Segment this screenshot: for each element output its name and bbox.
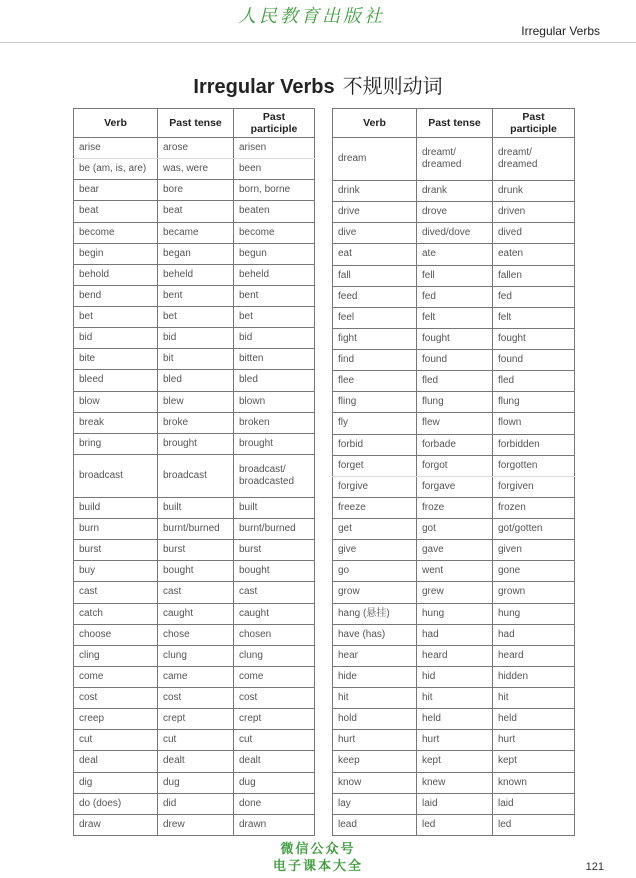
table-row: [333, 476, 575, 497]
past-tense-cell: broadcast: [158, 454, 234, 497]
past-participle-cell: come: [234, 666, 315, 687]
past-tense-cell: dealt: [158, 751, 234, 772]
past-tense-cell: got: [417, 519, 493, 540]
verb-cell: freeze: [333, 497, 417, 518]
verb-cell: eat: [333, 244, 417, 265]
verb-cell: fight: [333, 328, 417, 349]
table-row: [74, 349, 315, 370]
table-row: [333, 371, 575, 392]
past-participle-cell: heard: [493, 645, 575, 666]
column-header-verb: Verb: [333, 109, 417, 138]
verb-cell: cast: [74, 582, 158, 603]
table-row: [333, 561, 575, 582]
past-participle-cell: driven: [493, 202, 575, 223]
verb-cell: begin: [74, 243, 158, 264]
past-tense-cell: was, were: [158, 159, 234, 180]
past-tense-cell: fought: [417, 328, 493, 349]
table-row: [74, 370, 315, 391]
verb-cell: keep: [333, 751, 417, 772]
past-tense-cell: built: [158, 497, 234, 518]
table-row: [74, 412, 315, 433]
past-tense-cell: grew: [417, 582, 493, 603]
past-participle-cell: flown: [493, 413, 575, 434]
table-row: [74, 391, 315, 412]
past-participle-cell: hidden: [493, 666, 575, 687]
past-tense-cell: arose: [158, 138, 234, 159]
past-participle-cell: broken: [234, 412, 315, 433]
table-row: [74, 666, 315, 687]
past-participle-cell: been: [234, 159, 315, 180]
past-tense-cell: forbade: [417, 434, 493, 455]
past-participle-cell: done: [234, 793, 315, 814]
past-tense-cell: fed: [417, 286, 493, 307]
past-participle-cell: drawn: [234, 814, 315, 835]
verb-cell: do (does): [74, 793, 158, 814]
title-cn: 不规则动词: [342, 76, 443, 98]
watermark-line-2: 电子课本大全: [272, 858, 363, 873]
past-tense-cell: hurt: [417, 730, 493, 751]
past-tense-cell: drank: [417, 181, 493, 202]
past-tense-cell: found: [417, 350, 493, 371]
verb-cell: buy: [74, 561, 158, 582]
table-row: [74, 433, 315, 454]
past-tense-cell: cost: [158, 688, 234, 709]
table-row: [333, 582, 575, 603]
verb-cell: choose: [74, 624, 158, 645]
past-tense-line-1: dreamt/: [422, 147, 456, 158]
table-row: [333, 603, 575, 624]
table-row: [333, 244, 575, 265]
past-participle-cell: kept: [493, 751, 575, 772]
publisher-logo: 人民教育出版社: [238, 6, 385, 27]
past-participle-cell: drunk: [493, 181, 575, 202]
past-tense-cell: dug: [158, 772, 234, 793]
verb-cell: fall: [333, 265, 417, 286]
table-row: [333, 307, 575, 328]
past-participle-cell: crept: [234, 709, 315, 730]
running-head: Irregular Verbs: [521, 24, 600, 38]
table-row: [333, 540, 575, 561]
past-tense-cell: hit: [417, 688, 493, 709]
column-header-past-tense: Past tense: [417, 109, 493, 138]
past-participle-cell: chosen: [234, 624, 315, 645]
table-row: [74, 138, 315, 159]
table-row: [74, 222, 315, 243]
verbs-table-left: [73, 108, 315, 836]
verb-cell: creep: [74, 709, 158, 730]
past-participle-cell: had: [493, 624, 575, 645]
column-header-past-participle: Past participle: [493, 109, 575, 138]
verb-cell: drink: [333, 181, 417, 202]
table-row: [333, 497, 575, 518]
past-tense-cell: beheld: [158, 264, 234, 285]
verb-cell: lead: [333, 814, 417, 835]
past-participle-cell: grown: [493, 582, 575, 603]
table-row: [333, 350, 575, 371]
table-row: [74, 688, 315, 709]
past-participle-cell: fed: [493, 286, 575, 307]
table-row: [333, 666, 575, 687]
past-tense-cell: [417, 138, 493, 181]
past-tense-cell: bent: [158, 285, 234, 306]
past-participle-cell: flung: [493, 392, 575, 413]
past-participle-cell: dug: [234, 772, 315, 793]
past-participle-cell: held: [493, 709, 575, 730]
verb-cell: forget: [333, 455, 417, 476]
verb-cell: bet: [74, 307, 158, 328]
past-participle-cell: bet: [234, 307, 315, 328]
past-participle-cell: fled: [493, 371, 575, 392]
past-tense-cell: bought: [158, 561, 234, 582]
verb-cell: break: [74, 412, 158, 433]
past-participle-cell: hurt: [493, 730, 575, 751]
past-participle-cell: begun: [234, 243, 315, 264]
table-row: [74, 159, 315, 180]
header-divider: [0, 42, 636, 43]
past-tense-cell: forgave: [417, 476, 493, 497]
verb-cell: blow: [74, 391, 158, 412]
verb-cell: lay: [333, 793, 417, 814]
past-participle-line-1: dreamt/: [498, 147, 532, 158]
table-row: [333, 413, 575, 434]
verb-cell: bite: [74, 349, 158, 370]
verb-cell: drive: [333, 202, 417, 223]
past-participle-cell: built: [234, 497, 315, 518]
table-row: [333, 434, 575, 455]
past-participle-cell: bent: [234, 285, 315, 306]
past-participle-cell: found: [493, 350, 575, 371]
table-row: [333, 392, 575, 413]
table-row: [333, 181, 575, 202]
table-row: [333, 730, 575, 751]
past-participle-cell: blown: [234, 391, 315, 412]
verb-cell: bring: [74, 433, 158, 454]
table-row: [333, 772, 575, 793]
table-row: [74, 603, 315, 624]
verb-cell: come: [74, 666, 158, 687]
past-tense-cell: fled: [417, 371, 493, 392]
table-row: [74, 307, 315, 328]
past-tense-cell: dived/dove: [417, 223, 493, 244]
verb-cell: draw: [74, 814, 158, 835]
past-tense-cell: beat: [158, 201, 234, 222]
table-row: [74, 328, 315, 349]
past-tense-cell: fell: [417, 265, 493, 286]
past-participle-cell: forbidden: [493, 434, 575, 455]
table-row: [74, 285, 315, 306]
past-tense-cell: burst: [158, 540, 234, 561]
past-tense-cell: cut: [158, 730, 234, 751]
table-row: [333, 793, 575, 814]
past-tense-cell: bore: [158, 180, 234, 201]
verb-cell: hit: [333, 688, 417, 709]
verb-cell: dig: [74, 772, 158, 793]
past-participle-cell: caught: [234, 603, 315, 624]
verbs-table-right: [332, 108, 575, 836]
page-number: 121: [585, 861, 604, 873]
past-tense-cell: caught: [158, 603, 234, 624]
verb-cell: flee: [333, 371, 417, 392]
table-row: [74, 519, 315, 540]
past-participle-cell: brought: [234, 433, 315, 454]
table-row: [74, 645, 315, 666]
past-tense-cell: brought: [158, 433, 234, 454]
table-row: [74, 772, 315, 793]
table-row: [333, 814, 575, 835]
past-participle-cell: forgotten: [493, 455, 575, 476]
past-participle-line-2: dreamed: [498, 159, 538, 170]
past-participle-line-2: broadcasted: [239, 475, 295, 487]
verb-cell: bear: [74, 180, 158, 201]
past-tense-cell: broke: [158, 412, 234, 433]
verb-cell: burn: [74, 519, 158, 540]
past-participle-cell: born, borne: [234, 180, 315, 201]
past-tense-cell: held: [417, 709, 493, 730]
past-tense-cell: blew: [158, 391, 234, 412]
past-tense-cell: burnt/burned: [158, 519, 234, 540]
verb-cell: get: [333, 519, 417, 540]
table-header-row: [74, 109, 315, 138]
verb-cell: forgive: [333, 476, 417, 497]
past-tense-cell: felt: [417, 307, 493, 328]
past-tense-cell: knew: [417, 772, 493, 793]
past-tense-cell: drew: [158, 814, 234, 835]
verb-cell: find: [333, 350, 417, 371]
table-row: [74, 709, 315, 730]
past-participle-cell: given: [493, 540, 575, 561]
table-row: [74, 201, 315, 222]
verb-cell: bleed: [74, 370, 158, 391]
verb-cell: cut: [74, 730, 158, 751]
table-row: [333, 223, 575, 244]
verb-cell: have (has): [333, 624, 417, 645]
verb-cell: be (am, is, are): [74, 159, 158, 180]
past-participle-cell: [234, 454, 315, 497]
verb-cell: go: [333, 561, 417, 582]
past-participle-cell: forgiven: [493, 476, 575, 497]
past-tense-cell: bet: [158, 307, 234, 328]
verb-cell: become: [74, 222, 158, 243]
past-tense-cell: had: [417, 624, 493, 645]
verb-cell: grow: [333, 582, 417, 603]
footer-watermark: [0, 840, 636, 874]
verb-cell: burst: [74, 540, 158, 561]
past-tense-cell: began: [158, 243, 234, 264]
table-row: [333, 519, 575, 540]
table-row: [74, 454, 315, 497]
past-participle-cell: fought: [493, 328, 575, 349]
past-tense-cell: hid: [417, 666, 493, 687]
table-row: [74, 793, 315, 814]
past-tense-cell: kept: [417, 751, 493, 772]
past-participle-cell: become: [234, 222, 315, 243]
past-participle-cell: frozen: [493, 497, 575, 518]
table-row: [74, 497, 315, 518]
table-row: [333, 455, 575, 476]
past-participle-cell: laid: [493, 793, 575, 814]
past-tense-cell: clung: [158, 645, 234, 666]
table-row: [333, 286, 575, 307]
past-participle-cell: got/gotten: [493, 519, 575, 540]
title-en: Irregular Verbs: [193, 76, 335, 98]
table-row: [333, 328, 575, 349]
past-participle-cell: bought: [234, 561, 315, 582]
table-row: [333, 688, 575, 709]
verb-cell: behold: [74, 264, 158, 285]
table-row: [74, 180, 315, 201]
past-participle-cell: cast: [234, 582, 315, 603]
past-tense-cell: hung: [417, 603, 493, 624]
past-participle-cell: felt: [493, 307, 575, 328]
verb-cell: catch: [74, 603, 158, 624]
past-participle-cell: cost: [234, 688, 315, 709]
table-row: [74, 814, 315, 835]
verb-cell: hear: [333, 645, 417, 666]
verb-cell: feel: [333, 307, 417, 328]
past-tense-line-2: dreamed: [422, 159, 462, 170]
past-participle-line-1: broadcast/: [239, 463, 286, 475]
verb-cell: broadcast: [74, 454, 158, 497]
past-participle-cell: beheld: [234, 264, 315, 285]
verb-cell: hide: [333, 666, 417, 687]
past-participle-cell: dealt: [234, 751, 315, 772]
past-tense-cell: crept: [158, 709, 234, 730]
past-participle-cell: known: [493, 772, 575, 793]
column-header-verb: Verb: [74, 109, 158, 138]
verb-cell: hold: [333, 709, 417, 730]
past-participle-cell: hung: [493, 603, 575, 624]
past-tense-cell: flew: [417, 413, 493, 434]
table-row: [74, 264, 315, 285]
past-tense-cell: heard: [417, 645, 493, 666]
verb-cell: give: [333, 540, 417, 561]
table-row: [74, 540, 315, 561]
table-row: [333, 709, 575, 730]
past-tense-cell: bled: [158, 370, 234, 391]
table-row: [333, 265, 575, 286]
verb-cell: cling: [74, 645, 158, 666]
table-row: [74, 561, 315, 582]
column-header-past-tense: Past tense: [158, 109, 234, 138]
verb-cell: dream: [333, 138, 417, 181]
past-tense-cell: went: [417, 561, 493, 582]
verb-cell: know: [333, 772, 417, 793]
table-row: [74, 751, 315, 772]
past-tense-cell: laid: [417, 793, 493, 814]
table-row: [74, 730, 315, 751]
past-participle-cell: arisen: [234, 138, 315, 159]
past-participle-cell: burst: [234, 540, 315, 561]
table-header-row: [333, 109, 575, 138]
watermark-line-1: 微信公众号: [280, 841, 356, 856]
past-participle-cell: burnt/burned: [234, 519, 315, 540]
past-tense-cell: did: [158, 793, 234, 814]
verb-cell: fling: [333, 392, 417, 413]
past-participle-cell: hit: [493, 688, 575, 709]
past-participle-cell: [493, 138, 575, 181]
verb-cell: beat: [74, 201, 158, 222]
verb-cell: build: [74, 497, 158, 518]
column-header-past-participle: Past participle: [234, 109, 315, 138]
verb-cell: arise: [74, 138, 158, 159]
past-participle-cell: eaten: [493, 244, 575, 265]
past-tense-cell: bit: [158, 349, 234, 370]
verb-cell: dive: [333, 223, 417, 244]
table-row: [333, 202, 575, 223]
past-tense-cell: forgot: [417, 455, 493, 476]
past-participle-cell: fallen: [493, 265, 575, 286]
past-tense-cell: led: [417, 814, 493, 835]
verb-cell: feed: [333, 286, 417, 307]
past-tense-cell: cast: [158, 582, 234, 603]
verb-cell: hurt: [333, 730, 417, 751]
past-tense-cell: became: [158, 222, 234, 243]
past-tense-cell: gave: [417, 540, 493, 561]
past-tense-cell: ate: [417, 244, 493, 265]
past-participle-cell: bid: [234, 328, 315, 349]
past-participle-cell: clung: [234, 645, 315, 666]
table-row: [333, 624, 575, 645]
verb-cell: forbid: [333, 434, 417, 455]
past-participle-cell: dived: [493, 223, 575, 244]
past-tense-cell: froze: [417, 497, 493, 518]
past-participle-cell: cut: [234, 730, 315, 751]
table-row: [333, 645, 575, 666]
past-tense-cell: came: [158, 666, 234, 687]
verb-cell: bid: [74, 328, 158, 349]
verb-cell: bend: [74, 285, 158, 306]
verb-cell: fly: [333, 413, 417, 434]
table-row: [333, 138, 575, 181]
table-row: [74, 582, 315, 603]
past-participle-cell: gone: [493, 561, 575, 582]
past-participle-cell: bitten: [234, 349, 315, 370]
past-participle-cell: bled: [234, 370, 315, 391]
past-participle-cell: led: [493, 814, 575, 835]
past-participle-cell: beaten: [234, 201, 315, 222]
table-row: [74, 243, 315, 264]
table-row: [74, 624, 315, 645]
verb-cell: cost: [74, 688, 158, 709]
past-tense-cell: drove: [417, 202, 493, 223]
table-row: [333, 751, 575, 772]
verb-cell: hang (悬挂): [333, 603, 417, 624]
verb-cell: deal: [74, 751, 158, 772]
past-tense-cell: chose: [158, 624, 234, 645]
page-title: [0, 70, 636, 99]
past-tense-cell: bid: [158, 328, 234, 349]
past-tense-cell: flung: [417, 392, 493, 413]
